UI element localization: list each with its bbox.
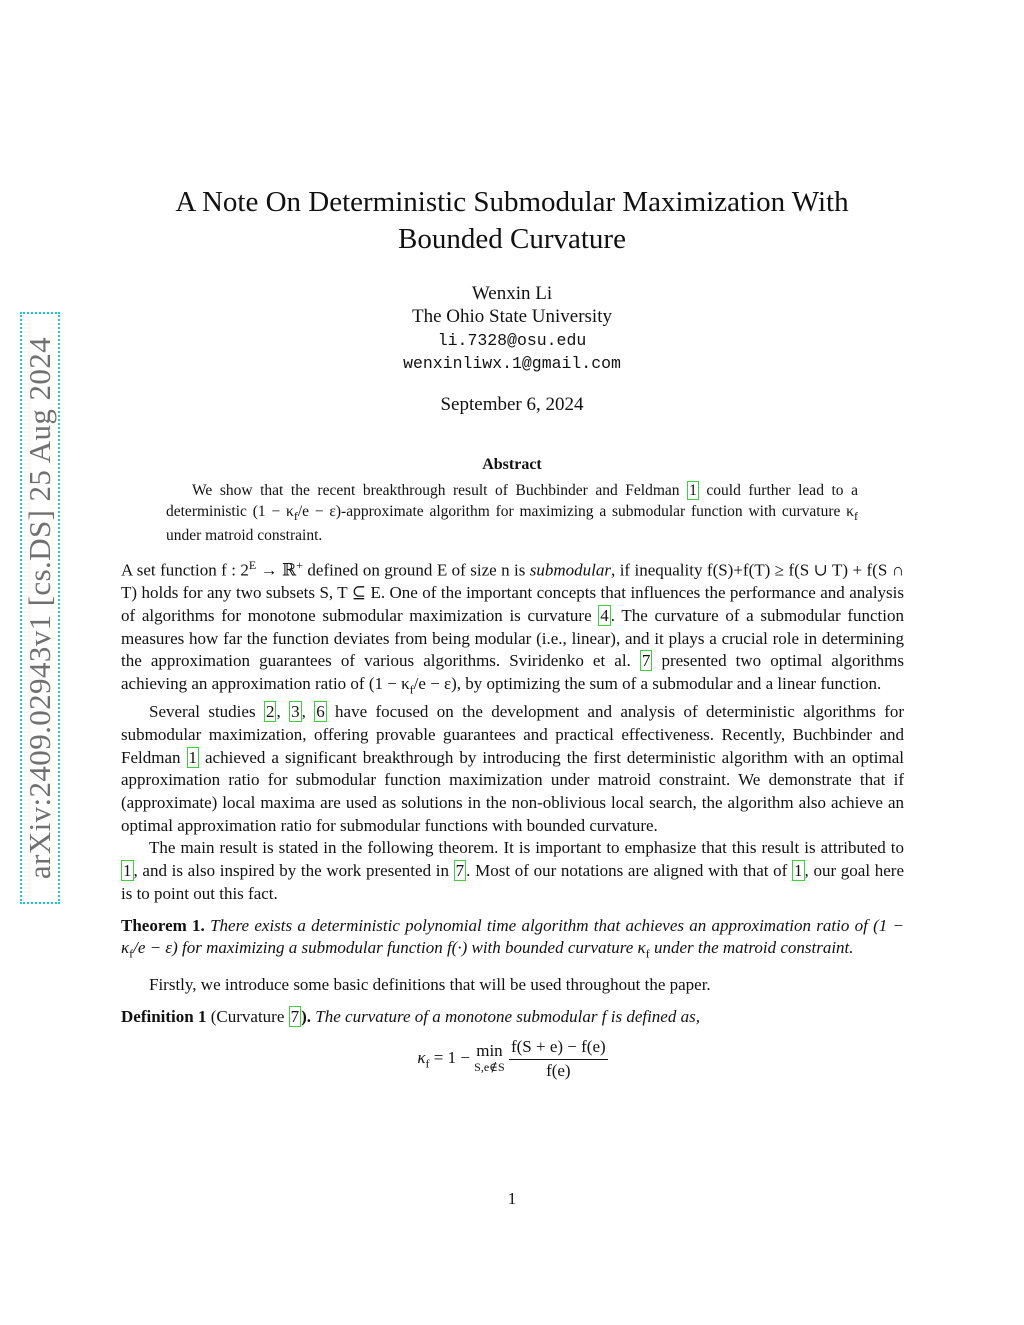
citation-link[interactable]: 7 (641, 651, 651, 671)
author-email-2[interactable]: wenxinliwx.1@gmail.com (403, 354, 621, 373)
abstract-heading: Abstract (482, 456, 542, 473)
paper-title (100, 184, 924, 258)
author-email-1[interactable]: li.7328@osu.edu (437, 331, 587, 350)
paragraph-2: Several studies 2 , 3 , 6 have focused on the development and analysis of deterministic algorithms for submodular maximization, offering provable guarantees and practical effectiveness. Recently, Buchbinder and Feldman 1 achieved a significant breakthrough by introducing the first deterministic algorithm with an optimal approximation ratio for submodular function maximization under matroid constraint. We demonstrate that if (approximate) local maxima are used as solutions in the non-oblivious local search, the algorithm also achieve an optimal approximation ratio for submodular functions with bounded curvature. (121, 702, 905, 835)
citation-link[interactable]: 1 (689, 482, 697, 499)
citation-link[interactable]: 3 (291, 702, 300, 722)
arxiv-id: arXiv:2409.02943v1 [cs.DS] 25 Aug 2024 (22, 336, 57, 880)
citation-link[interactable]: 2 (265, 702, 275, 722)
body-text (121, 554, 904, 1082)
author-name: Wenxin Li (471, 283, 553, 304)
definition-1: Definition 1 (Curvature 7 ). The curvature of a monotone submodular f is defined as, (121, 1007, 700, 1027)
title-line-1: A Note On Deterministic Submodular Maximization With (175, 186, 849, 218)
abstract-body: We show that the recent breakthrough result of Buchbinder and Feldman 1 could further lead to a deterministic ($1 - \kappa_f/e$ − ε)-approximate algorithm for maximizing a submodular function with curvature $\kappa_f$ under matroid constraint. (166, 482, 858, 545)
citation-link[interactable]: 4 (600, 606, 609, 626)
paragraph-1: A set function f : $2^E$ → ℝ+ defined on ground E of size n is submodular, if inequality f(S)+f(T) ≥ f(S ∪ T) + f(S ∩ T) holds for any two subsets S, T ⊆ E. One of the important concepts that influences the performance and analysis of algorithms for monotone submodular maximization is curvature 4 . The curvature of a submodular function measures how far the function deviates from being modular (i.e., linear), and it plays a crucial role in determining the approximation guarantees of various algorithms. Sviridenko et al. 7 presented two optimal algorithms achieving an approximation ratio of $(1 - \kappa_f/e - \varepsilon)$, by optimizing the sum of a submodular and a linear function. (121, 558, 904, 697)
citation-link[interactable]: 1 (794, 861, 803, 881)
page-number: 1 (507, 1189, 517, 1208)
citation-link[interactable]: 6 (316, 702, 325, 722)
paragraph-4: Firstly, we introduce some basic definitions that will be used throughout the paper. (149, 975, 711, 995)
paragraph-3: The main result is stated in the following theorem. It is important to emphasize that this result is attributed to 1 , and is also inspired by the work presented in 7 . Most of our notations are aligned with that of 1 , our goal here is to point out this fact. (121, 838, 904, 903)
citation-link[interactable]: 1 (188, 747, 197, 767)
theorem-1: Theorem 1. There exists a deterministic polynomial time algorithm that achieves an approximation ratio of $(1 - \kappa_f/e - \varepsilon)$ for maximizing a submodular function f(·) with bounded curvature $\kappa_f$ under the matroid constraint. (121, 915, 904, 961)
citation-link[interactable]: 1 (123, 861, 132, 881)
citation-link[interactable]: 7 (455, 861, 465, 881)
citation-link[interactable]: 7 (290, 1007, 300, 1027)
paper-date: September 6, 2024 (440, 394, 584, 415)
author-affiliation: The Ohio State University (412, 306, 612, 327)
curvature-formula: $\kappa_f = 1 - \min$ S,e∉S $\frac{f(S + e) - f(e)}{f(e)}$ (417, 1036, 606, 1080)
title-line-2: Bounded Curvature (398, 223, 626, 255)
